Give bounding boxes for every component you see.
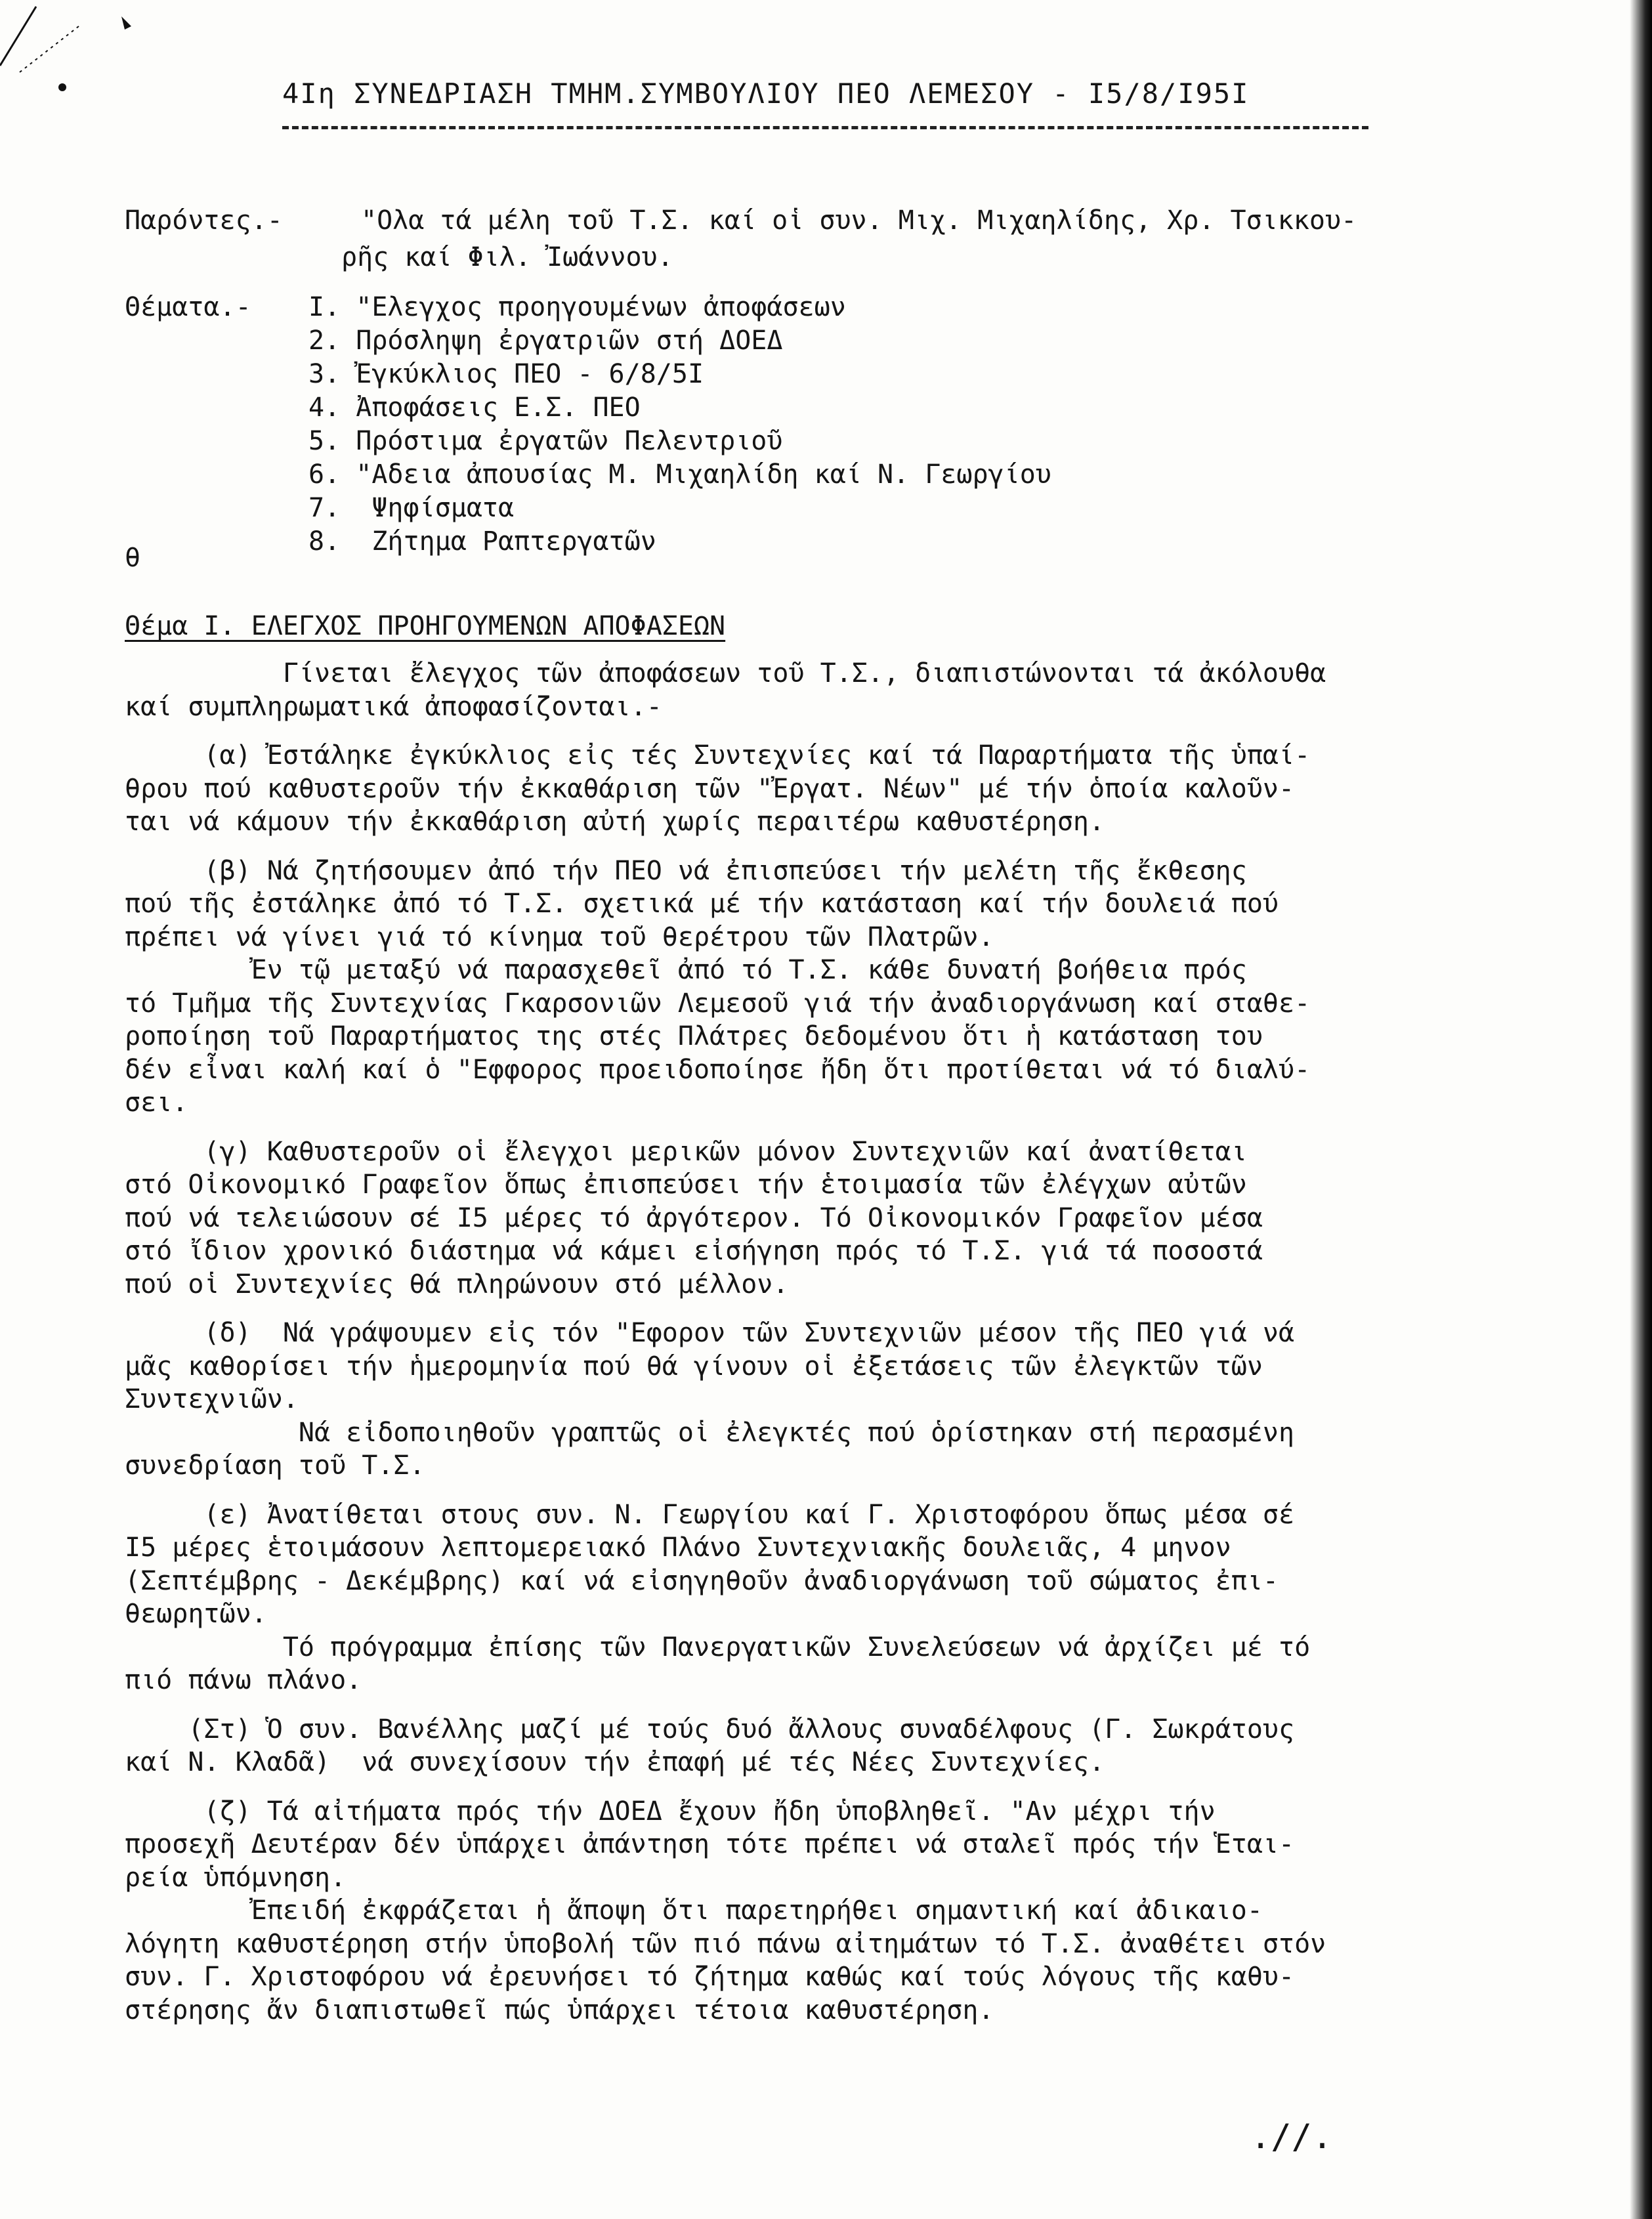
body-line: καί συμπληρωματικά ἀποφασίζονται.- (125, 691, 662, 722)
agenda-item: 4. Ἀποφάσεις Ε.Σ. ΠΕΟ (308, 392, 641, 423)
body-line: (Σεπτέμβρης - Δεκέμβρης) καί νά εἰσηγηθοῦν ἀναδιοργάνωση τοῦ σώματος ἐπι- (125, 1565, 1279, 1596)
body-line: Νά εἰδοποιηθοῦν γραπτῶς οἱ ἐλεγκτές πού ὁρίστηκαν στή περασμένη (125, 1417, 1295, 1448)
agenda-item: 8. Ζήτημα Ραπτεργατῶν (308, 526, 656, 557)
body-line: (α) Ἐστάληκε ἐγκύκλιος εἰς τές Συντεχνίες καί τά Παραρτήματα τῆς ὑπαί- (125, 740, 1311, 771)
body-line: στέρησης ἄν διαπιστωθεῖ πώς ὑπάρχει τέτοια καθυστέρηση. (125, 1995, 994, 2025)
body-line: Τό πρόγραμμα ἐπίσης τῶν Πανεργατικῶν Συνελεύσεων νά ἀρχίζει μέ τό (125, 1632, 1311, 1662)
scan-corner-marks (0, 0, 158, 105)
body-line: ροποίηση τοῦ Παραρτήματος της στές Πλάτρες δεδομένου ὅτι ἡ κατάσταση του (125, 1021, 1263, 1051)
body-line: Γίνεται ἔλεγχος τῶν ἀποφάσεων τοῦ Τ.Σ., διαπιστώνονται τά ἀκόλουθα (125, 658, 1326, 688)
body-line: πού νά τελειώσουν σέ I5 μέρες τό ἀργότερον. Τό Οἰκονομικόν Γραφεῖον μέσα (125, 1202, 1263, 1233)
body-line: στό ἴδιον χρονικό διάστημα νά κάμει εἰσήγηση πρός τό Τ.Σ. γιά τά ποσοστά (125, 1236, 1263, 1266)
body-line: προσεχῆ Δευτέραν δέν ὑπάρχει ἀπάντηση τότε πρέπει νά σταλεῖ πρός τήν Ἑται- (125, 1829, 1295, 1859)
body-line: Ἐν τῷ μεταξύ νά παρασχεθεῖ ἀπό τό Τ.Σ. κάθε δυνατή βοήθεια πρός (125, 955, 1247, 985)
present-label: Παρόντες.- (125, 205, 283, 236)
body-line: δέν εἶναι καλή καί ὁ "Εφφορος προειδοποίησε ἤδη ὅτι προτίθεται νά τό διαλύ- (125, 1054, 1311, 1085)
body-line: τό Τμῆμα τῆς Συντεχνίας Γκαρσονιῶν Λεμεσοῦ γιά τήν ἀναδιοργάνωση καί σταθε- (125, 988, 1311, 1019)
body-line: συν. Γ. Χριστοφόρου νά ἐρευνήσει τό ζήτημα καθώς καί τούς λόγους τῆς καθυ- (125, 1962, 1295, 1992)
body-line: πρέπει νά γίνει γιά τό κίνημα τοῦ θερέτρου τῶν Πλατρῶν. (125, 921, 994, 952)
agenda-label: Θέματα.- (125, 292, 251, 322)
agenda-item: 7. Ψηφίσματα (308, 493, 515, 523)
body-line: (ζ) Τά αἰτήματα πρός τήν ΔΟΕΔ ἔχουν ἤδη ὑποβληθεῖ. "Αν μέχρι τήν (125, 1796, 1216, 1827)
body-line: λόγητη καθυστέρηση στήν ὑποβολή τῶν πιό πάνω αἰτημάτων τό Τ.Σ. ἀναθέτει στόν (125, 1928, 1326, 1959)
stray-mark: θ (125, 543, 141, 573)
agenda-item: 5. Πρόστιμα ἐργατῶν Πελεντριοῦ (308, 426, 783, 456)
continuation-mark: .//. (1250, 2117, 1333, 2157)
body-line: μᾶς καθορίσει τήν ἡμερομηνία πού θά γίνουν οἱ ἐξετάσεις τῶν ἐλεγκτῶν τῶν (125, 1351, 1263, 1382)
body-line: (Στ) Ὁ συν. Βανέλλης μαζί μέ τούς δυό ἄλλους συναδέλφους (Γ. Σωκράτους (125, 1714, 1295, 1744)
section-heading: Θέμα I. ΕΛΕΓΧΟΣ ΠΡΟΗΓΟΥΜΕΝΩΝ ΑΠΟΦΑΣΕΩΝ (125, 611, 726, 641)
agenda-item: 3. Ἐγκύκλιος ΠΕΟ - 6/8/5I (308, 359, 704, 389)
body-line: συνεδρίαση τοῦ Τ.Σ. (125, 1450, 425, 1481)
body-line: (β) Νά ζητήσουμεν ἀπό τήν ΠΕΟ νά ἐπισπεύσει τήν μελέτη τῆς ἔκθεσης (125, 855, 1247, 886)
body-line: θρου πού καθυστεροῦν τήν ἐκκαθάριση τῶν "Ἐργατ. Νέων" μέ τήν ὁποία καλοῦν- (125, 773, 1295, 804)
title-rule (282, 126, 1368, 129)
body-line: σει. (125, 1088, 188, 1118)
body-line: Συντεχνιῶν. (125, 1384, 299, 1414)
body-line: (δ) Νά γράψουμεν εἰς τόν "Εφορον τῶν Συντεχνιῶν μέσον τῆς ΠΕΟ γιά νά (125, 1318, 1295, 1348)
body-line: θεωρητῶν. (125, 1599, 267, 1629)
document-title: 4Iη ΣΥΝΕΔΡΙΑΣΗ ΤΜΗΜ.ΣΥΜΒΟΥΛΙΟΥ ΠΕΟ ΛΕΜΕΣΟΥ - I5/8/I95I (282, 77, 1250, 110)
body-line: Ἐπειδή ἐκφράζεται ἡ ἄποψη ὅτι παρετηρήθει σημαντική καί ἀδικαιο- (125, 1895, 1263, 1926)
agenda-item: 6. "Αδεια ἀπουσίας Μ. Μιχαηλίδη καί Ν. Γεωργίου (308, 459, 1051, 490)
body-line: ται νά κάμουν τήν ἐκκαθάριση αὐτή χωρίς περαιτέρω καθυστέρηση. (125, 807, 1105, 837)
body-line: πιό πάνω πλάνο. (125, 1665, 362, 1695)
body-line: I5 μέρες ἑτοιμάσουν λεπτομερειακό Πλάνο Συντεχνιακῆς δουλειᾶς, 4 μηνον (125, 1532, 1231, 1563)
present-line-2: ρῆς καί Φιλ. Ἰωάννου. (341, 242, 673, 272)
agenda-item: 2. Πρόσληψη ἐργατριῶν στή ΔΟΕΔ (308, 326, 783, 356)
scan-edge-shadow (1630, 0, 1652, 2219)
body-line: καί Ν. Κλαδᾶ) νά συνεχίσουν τήν ἐπαφή μέ τές Νέες Συντεχνίες. (125, 1747, 1105, 1777)
body-line: ρεία ὑπόμνηση. (125, 1862, 347, 1893)
body-line: (ε) Ἀνατίθεται στους συν. Ν. Γεωργίου καί Γ. Χριστοφόρου ὅπως μέσα σέ (125, 1499, 1295, 1530)
body-line: (γ) Καθυστεροῦν οἱ ἔλεγχοι μερικῶν μόνον Συντεχνιῶν καί ἀνατίθεται (125, 1136, 1247, 1167)
present-line-1: "Ολα τά μέλη τοῦ Τ.Σ. καί οἱ συν. Μιχ. Μιχαηλίδης, Χρ. Τσικκου- (361, 205, 1357, 236)
body-line: στό Οἰκονομικό Γραφεῖον ὅπως ἐπισπεύσει τήν ἑτοιμασία τῶν ἐλέγχων αὐτῶν (125, 1170, 1247, 1200)
body-line: πού οἱ Συντεχνίες θά πληρώνουν στό μέλλον. (125, 1269, 789, 1300)
agenda-item: I. "Ελεγχος προηγουμένων ἀποφάσεων (308, 292, 846, 322)
body-line: πού τῆς ἐστάληκε ἀπό τό Τ.Σ. σχετικά μέ τήν κατάσταση καί τήν δουλειά πού (125, 889, 1279, 919)
